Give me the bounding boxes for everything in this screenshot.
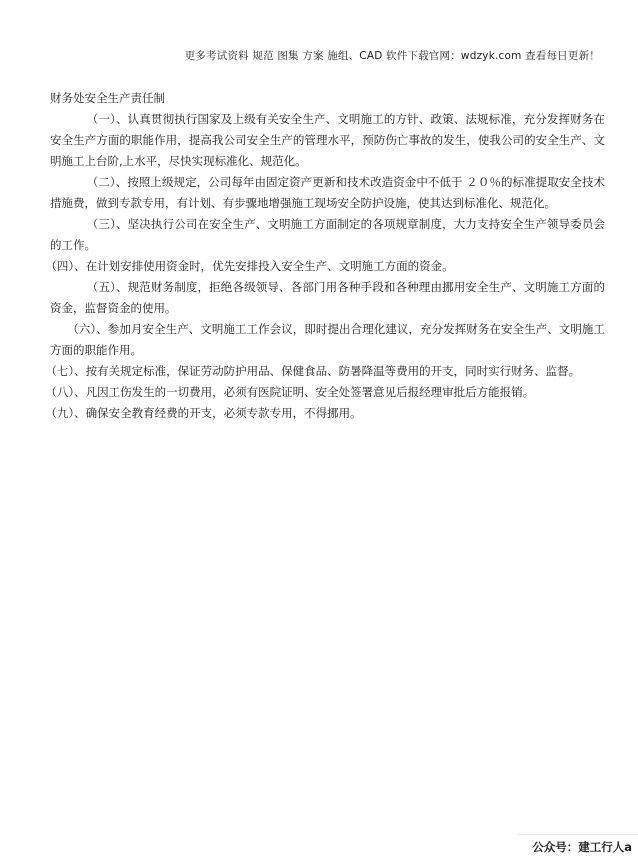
paragraph-9: （九）、确保安全教育经费的开支，必须专款专用，不得挪用。 [45,406,362,420]
document-body [45,88,605,424]
paragraph-7: （七）、按有关规定标准，保证劳动防护用品、保健食品、防暑降温等费用的开支，同时实行财务、监督。 [45,364,581,378]
document-title: 财务处安全生产责任制 [50,91,165,105]
paragraph-1: （一）、认真贯彻执行国家及上级有关安全生产、文明施工的方针、政策、法规标准，充分发挥财务在安全生产方面的职能作用，提高我公司安全生产的管理水平，预防伤亡事故的发生，使我公司的安全生产、文明施工上台阶,上水平，尽快实现标准化、规范化。 [50,112,605,168]
footer-wechat-note: 公众号：建工行人a [532,840,632,854]
paragraph-2: （二）、按照上级规定，公司每年由固定资产更新和技术改造资金中不低于 ２０％的标准提取安全技术措施费，做到专款专用，有计划、有步骤地增强施工现场安全防护设施，使其达到标准化、规范化。 [50,175,605,210]
paragraph-6: （六）、参加月安全生产、文明施工工作会议，即时提出合理化建议，充分发挥财务在安全生产、文明施工方面的职能作用。 [50,322,605,357]
paragraph-3: （三）、坚决执行公司在安全生产、文明施工方面制定的各项规章制度，大力支持安全生产领导委员会的工作。 [50,217,605,252]
paragraph-4: （四）、在计划安排使用资金时，优先安排投入安全生产、文明施工方面的资金。 [45,259,454,273]
paragraph-5: （五）、规范财务制度，拒绝各级领导、各部门用各种手段和各种理由挪用安全生产、文明施工方面的资金，监督资金的使用。 [50,280,605,315]
header-download-note: 更多考试资料 规范 图集 方案 施组、CAD 软件下载官网：wdzyk.com 查看每日更新！ [184,50,600,62]
paragraph-8: （八）、凡因工伤发生的一切费用，必须有医院证明、安全处签署意见后报经理审批后方能报销。 [45,385,535,399]
footer-divider [518,834,638,835]
